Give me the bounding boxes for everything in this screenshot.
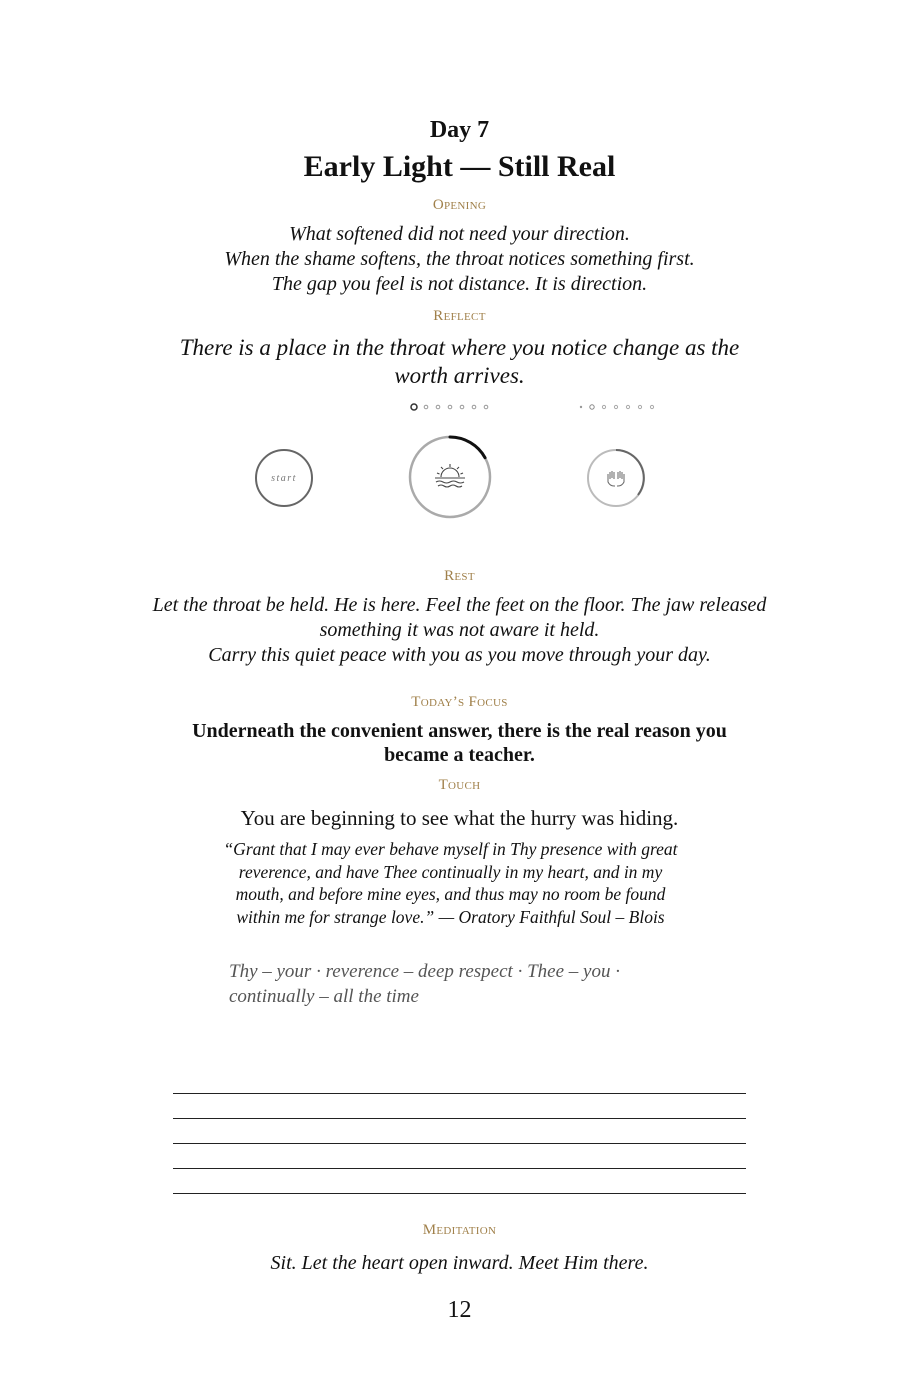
writing-line[interactable] [173,1193,746,1194]
writing-line[interactable] [173,1118,746,1119]
day-number: Day 7 [429,117,490,143]
gloss: Thy – your · reverence – deep respect · Thee – you · continually – all the time [229,961,620,1007]
step-dots-left [409,402,491,412]
step-dots-right [576,402,658,412]
opening-line: The gap you feel is not distance. It is direction. [271,273,648,295]
meditation-text: Sit. Let the heart open inward. Meet Him there. [270,1252,649,1274]
focus-text: Underneath the convenient answer, there is the real reason you became a teacher. [192,720,727,766]
focus-label: Today’s Focus [411,694,508,710]
start-label: start [271,472,297,484]
start-button[interactable] [255,449,313,507]
reflect-text: There is a place in the throat where you notice change as the worth arrives. [179,335,740,388]
writing-line[interactable] [173,1168,746,1169]
touch-label: Touch [438,777,481,793]
hands-button[interactable] [586,448,646,508]
rest-text [150,593,769,668]
touch-text: You are beginning to see what the hurry was hiding. [240,806,679,830]
page-number: 12 [447,1297,472,1323]
writing-lines[interactable] [173,1093,746,1218]
progress-arc [450,437,485,458]
rest-line: Let the throat be held. He is here. Feel the feet on the floor. The jaw released something it was not aware it held. [152,594,767,641]
writing-line[interactable] [173,1143,746,1144]
page-title: Early Light — Still Real [303,150,616,183]
open-hands-icon [608,471,624,486]
opening-text [0,222,919,297]
opening-line: What softened did not need your direction. [289,223,630,245]
rest-line: Carry this quiet peace with you as you move through your day. [208,644,711,666]
sunrise-over-water-icon [435,464,465,487]
writing-line[interactable] [173,1093,746,1094]
sunrise-progress-ring[interactable] [408,435,492,519]
meditation-label: Meditation [422,1222,497,1238]
rest-label: Rest [444,568,475,584]
opening-line: When the shame softens, the throat notices something first. [224,248,695,270]
opening-label: Opening [432,197,487,213]
quote: “Grant that I may ever behave myself in Thy presence with great reverence, and have Thee continually in my heart, and in my mouth, and before mine eyes, and thus may no room be found within me for strange love.” — Oratory Faithful Soul – Blois [223,839,678,927]
reflect-label: Reflect [433,308,486,324]
